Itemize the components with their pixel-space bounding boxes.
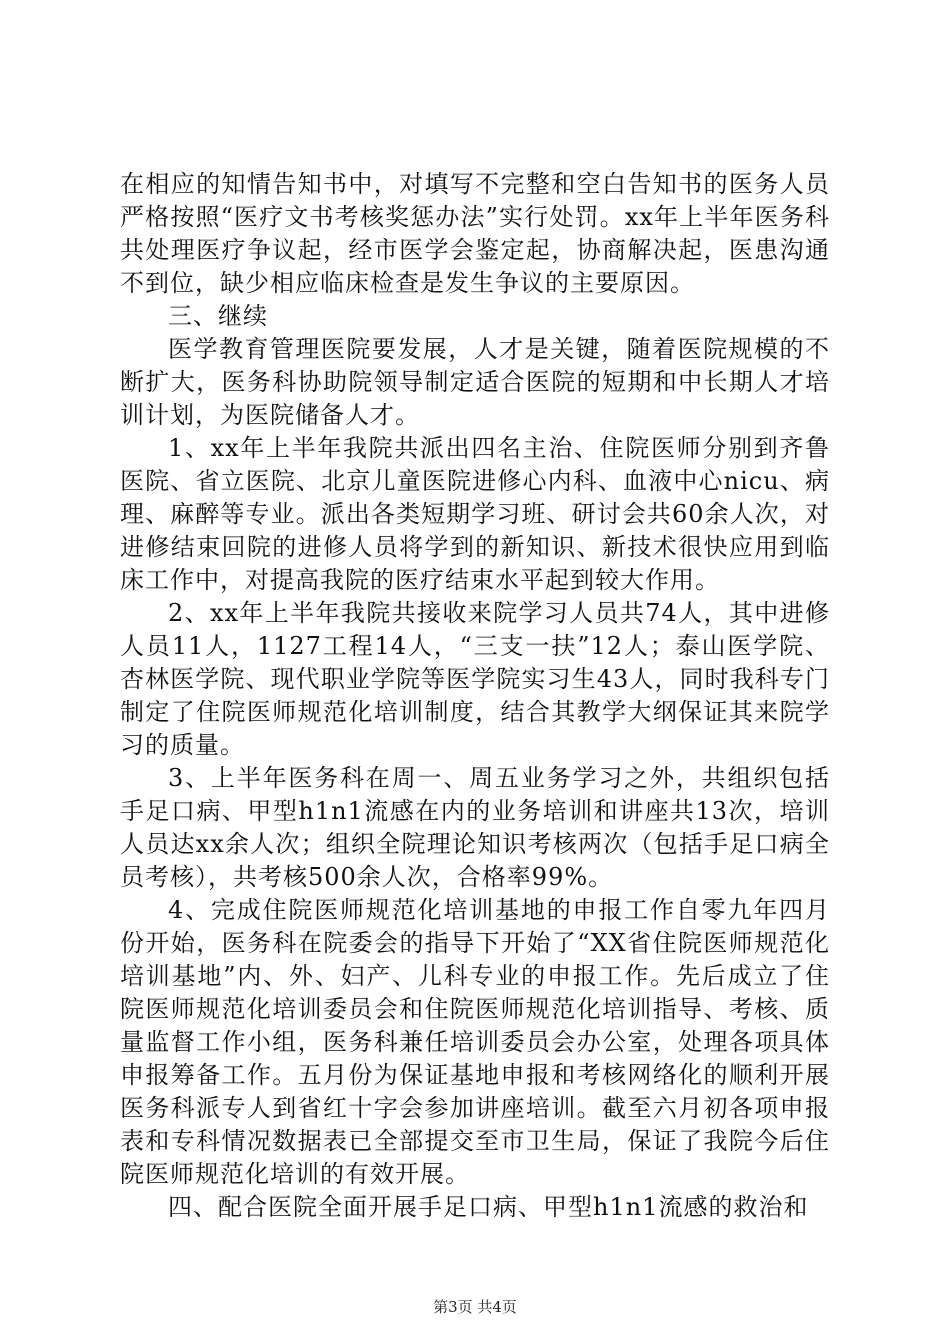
paragraph-continuation: 在相应的知情告知书中，对填写不完整和空白告知书的医务人员严格按照“医疗文书考核奖惩办法”实行处罚。xx年上半年医务科共处理医疗争议起，经市医学会鉴定起，协商解决起，医患沟通不到位，缺少相应临床检查是发生争议的主要原因。 (120, 170, 830, 297)
paragraph-item-2: 2、xx年上半年我院共接收来院学习人员共74人，其中进修人员11人，1127工程14人，“三支一扶”12人；泰山医学院、杏林医学院、现代职业学院等医学院实习生43人，同时我科专门制定了住院医师规范化培训制度，结合其教学大纲保证其来院学习的质量。 (120, 599, 830, 759)
section-heading-four: 四、配合医院全面开展手足口病、甲型h1n1流感的救治和 (168, 1193, 809, 1221)
paragraph-education-intro: 医学教育管理医院要发展，人才是关键，随着医院规模的不断扩大，医务科协助院领导制定适合医院的短期和中长期人才培训计划，为医院储备人才。 (120, 335, 830, 429)
section-heading-continue: 三、继续 (168, 302, 268, 330)
page-number: 第3页 共4页 (433, 1298, 517, 1316)
paragraph-item-1: 1、xx年上半年我院共派出四名主治、住院医师分别到齐鲁医院、省立医院、北京儿童医院进修心内科、血液中心nicu、病理、麻醉等专业。派出各类短期学习班、研讨会共60余人次，对进修结束回院的进修人员将学到的新知识、新技术很快应用到临床工作中，对提高我院的医疗结束水平起到较大作用。 (120, 434, 830, 594)
paragraph-item-3: 3、上半年医务科在周一、周五业务学习之外，共组织包括手足口病、甲型h1n1流感在内的业务培训和讲座共13次，培训人员达xx余人次；组织全院理论知识考核两次（包括手足口病全员考核），共考核500余人次，合格率99%。 (120, 764, 830, 891)
paragraph-item-4: 4、完成住院医师规范化培训基地的申报工作自零九年四月份开始，医务科在院委会的指导下开始了“XX省住院医师规范化培训基地”内、外、妇产、儿科专业的申报工作。先后成立了住院医师规范化培训委员会和住院医师规范化培训指导、考核、质量监督工作小组，医务科兼任培训委员会办公室，处理各项具体申报筹备工作。五月份为保证基地申报和考核网络化的顺利开展医务科派专人到省红十字会参加讲座培训。截至六月初各项申报表和专科情况数据表已全部提交至市卫生局，保证了我院今后住院医师规范化培训的有效开展。 (120, 896, 830, 1188)
document-body (120, 168, 830, 1224)
